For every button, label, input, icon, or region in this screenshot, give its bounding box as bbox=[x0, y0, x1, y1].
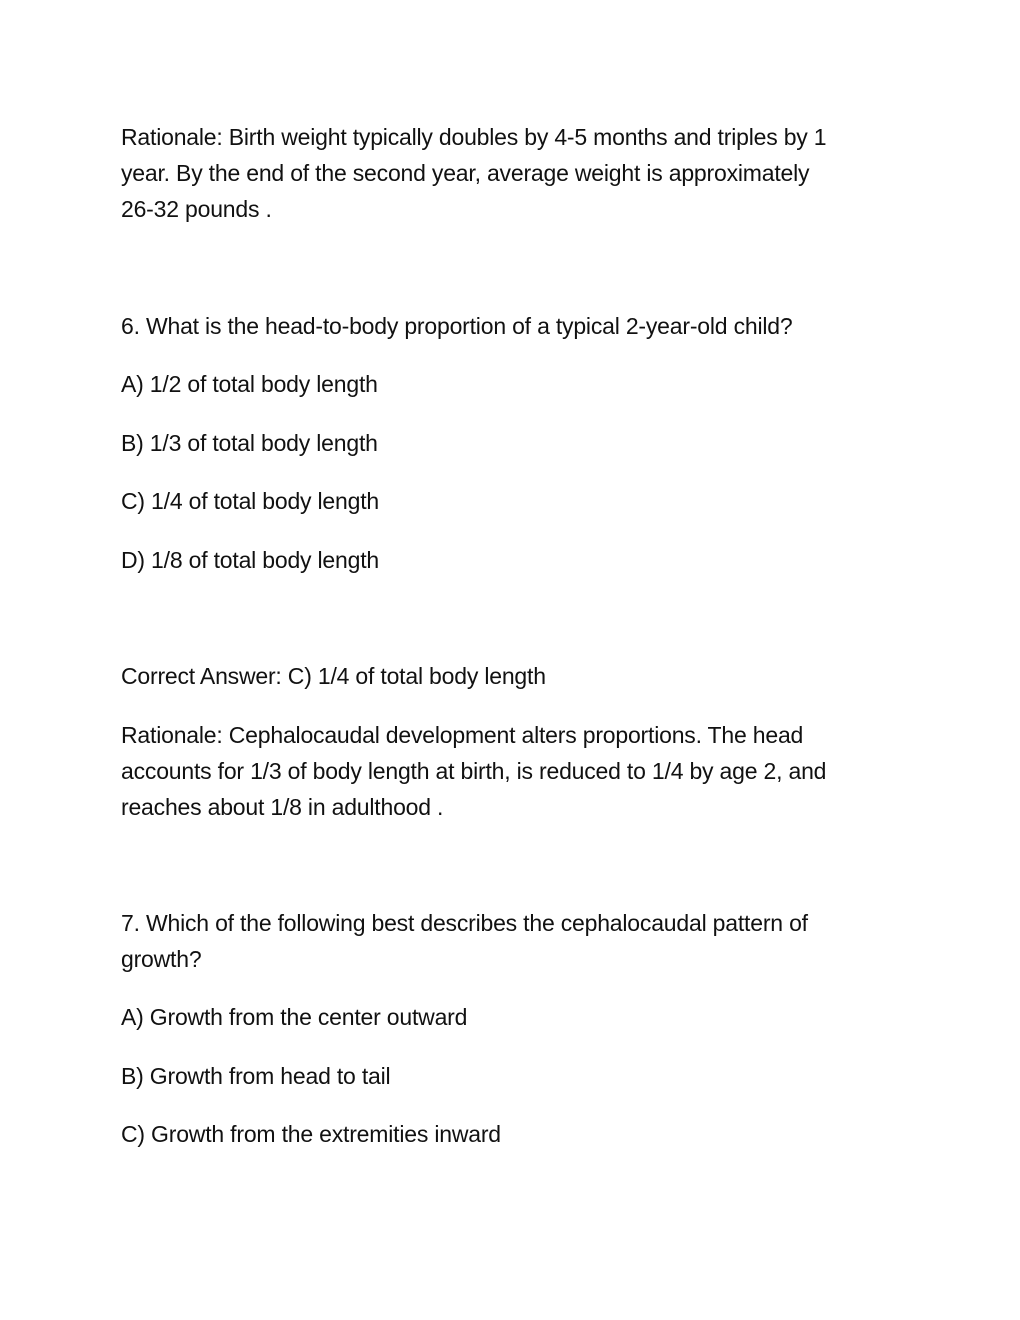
question-6-option-d: D) 1/8 of total body length bbox=[121, 547, 379, 573]
rationale-line: Rationale: Birth weight typically doubles by 4-5 months and triples by 1 bbox=[121, 124, 827, 150]
question-6-option-b: B) 1/3 of total body length bbox=[121, 430, 378, 456]
question-7-prompt-line: 7. Which of the following best describes the cephalocaudal pattern of bbox=[121, 910, 808, 936]
rationale-line: year. By the end of the second year, average weight is approximately bbox=[121, 160, 810, 186]
question-7-prompt-line: growth? bbox=[121, 946, 202, 972]
rationale-line: 26-32 pounds . bbox=[121, 196, 272, 222]
question-7-option-a: A) Growth from the center outward bbox=[121, 1004, 468, 1030]
question-6-rationale-line: accounts for 1/3 of body length at birth, is reduced to 1/4 by age 2, and bbox=[121, 758, 827, 784]
question-6-option-c: C) 1/4 of total body length bbox=[121, 488, 379, 514]
question-6-option-a: A) 1/2 of total body length bbox=[121, 371, 378, 397]
question-6-correct-answer: Correct Answer: C) 1/4 of total body length bbox=[121, 663, 546, 689]
question-6-prompt: 6. What is the head-to-body proportion of a typical 2-year-old child? bbox=[121, 313, 793, 339]
question-7-option-b: B) Growth from head to tail bbox=[121, 1063, 391, 1089]
question-6-rationale-line: Rationale: Cephalocaudal development alters proportions. The head bbox=[121, 722, 804, 748]
question-7-option-c: C) Growth from the extremities inward bbox=[121, 1121, 501, 1147]
question-6-rationale-line: reaches about 1/8 in adulthood . bbox=[121, 794, 444, 820]
